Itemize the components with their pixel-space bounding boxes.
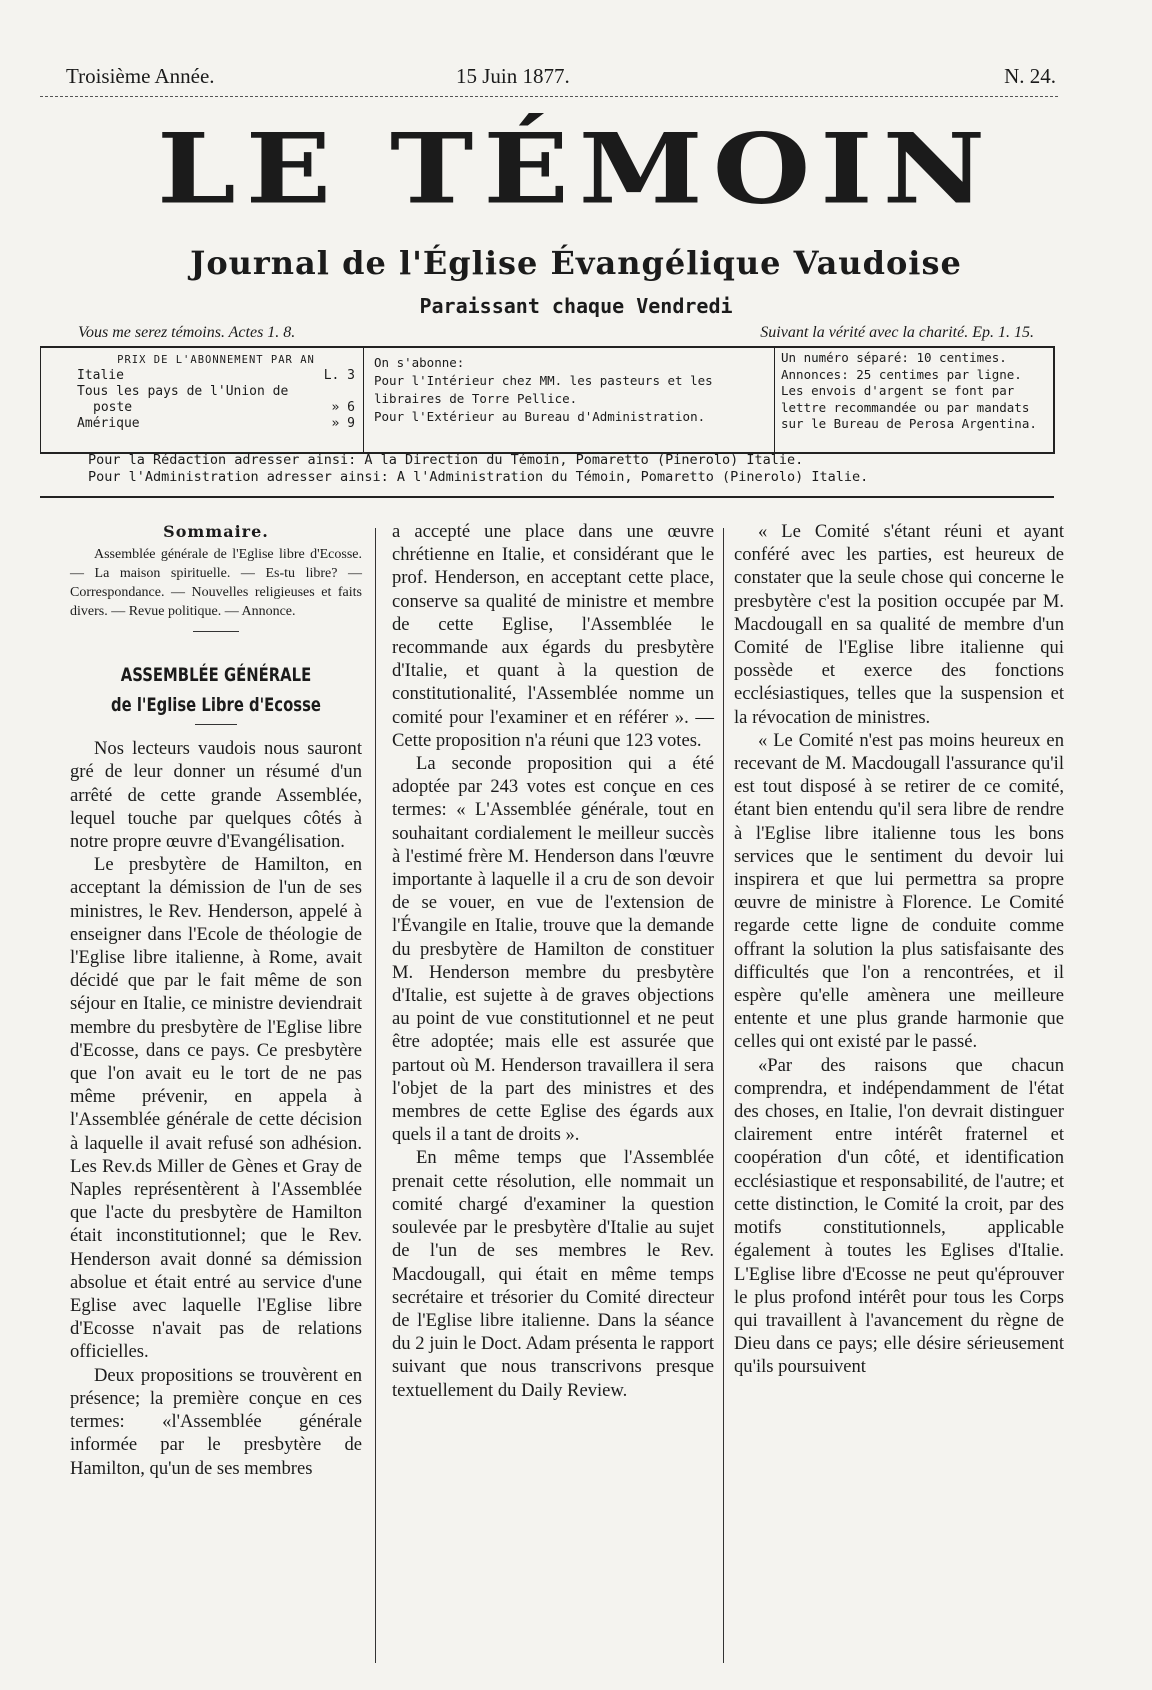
- issue-number: N. 24.: [1004, 64, 1056, 88]
- price-label: Tous les pays de l'Union de: [77, 384, 289, 399]
- article-paragraph: « Le Comité n'est pas moins heureux en recevant de M. Macdougall l'assurance qu'il est tout disposé à se retirer de ce comité, étant bien entendu qu'il sera libre de rendre à l'Eglise libre italienne tous les bons services que le sentiment du devoir lui inspirera et que lui permettra sa propre œuvre de ministre à Florence. Le Comité regarde cette ligne de conduite comme offrant la solution la plus satisfaisante des difficultés que l'on a rencontrées, et il espère qu'elle amènera une meilleure entente et une plus grande harmonie que celles qui ont existé par le passé.: [734, 729, 1064, 1053]
- masthead-divider: [40, 496, 1054, 498]
- title-divider: [195, 724, 237, 725]
- redaction-address: Pour la Rédaction adresser ainsi: A la Direction du Témoin, Pomaretto (Pinerolo) Italie.: [88, 452, 804, 468]
- article-paragraph: «Par des raisons que chacun comprendra, et indépendamment de l'état des choses, en Italie, l'on devrait distinguer clairement entre intérêt fraternel et coopération d'un côté, et identification ecclésiastique et responsabilité, de l'autre; et cette distinction, le Comité la croit, par des motifs constitutionnels, applicable également à toutes les Eglises d'Italie. L'Eglise libre d'Ecosse ne peut qu'éprouver le plus profond intérêt pour tous les Corps qui travaillent à l'avancement du règne de Dieu dans ce pays; elle désire sérieusement qu'ils poursuivent: [734, 1054, 1064, 1378]
- administration-address: Pour l'Administration adresser ainsi: A l'Administration du Témoin, Pomaretto (Pinerolo) Italie.: [88, 469, 869, 485]
- article-title: ASSEMBLÉE GÉNÉRALE: [120, 664, 312, 687]
- single-issue-price: Un numéro séparé: 10 centimes.: [781, 350, 1007, 365]
- subscription-box: [40, 346, 1055, 454]
- motto-line: [78, 324, 1034, 346]
- motto-right: Suivant la vérité avec la charité. Ep. 1. 15.: [760, 324, 1034, 341]
- year-label: Troisième Année.: [66, 64, 215, 88]
- issue-header: [66, 64, 1056, 90]
- price-row: [77, 400, 355, 416]
- price-heading: PRIX DE L'ABONNEMENT PAR AN: [117, 354, 315, 366]
- motto-left: Vous me serez témoins. Actes 1. 8.: [78, 324, 296, 341]
- newspaper-title: LE TÉMOIN: [156, 112, 996, 226]
- subscription-notes: [775, 348, 1051, 452]
- price-label: poste: [93, 400, 133, 415]
- price-list: [41, 348, 363, 452]
- header-divider: [40, 96, 1058, 97]
- remittance-note: Les envois d'argent se font par lettre recommandée ou par mandats sur le Bureau de Perosa Argentina.: [781, 383, 1037, 431]
- article-paragraph: a accepté une place dans une œuvre chrétienne en Italie, et considérant que le prof. Henderson, en acceptant cette place, conserve sa qualité de ministre et membre de cette Eglise, l'Assemblée le recommande aux égards du presbytère d'Italie, et quant à la question de constitutionalité, l'Assemblée nomme un comité pour l'examiner et en référer ». — Cette proposition n'a réuni que 123 votes.: [392, 521, 714, 751]
- sommaire-text: Assemblée générale de l'Eglise libre d'Ecosse. — La maison spirituelle. — Es-tu libre? — Correspondance. — Nouvelles religieuses et faits divers. — Revue politique. — Annonce.: [70, 547, 362, 620]
- issue-date: 15 Juin 1877.: [456, 64, 570, 88]
- column-3: [734, 520, 1064, 1379]
- article-paragraph: Deux propositions se trouvèrent en présence; la première conçue en ces termes: «l'Assemblée générale informée par le presbytère de Hamilton, qu'un de ses membres: [70, 1364, 362, 1479]
- ads-price: Annonces: 25 centimes par ligne.: [781, 366, 1022, 382]
- article-paragraph: Nos lecteurs vaudois nous sauront gré de leur donner un résumé d'un arrêté de cette grande Assemblée, lequel touche par quelques côtés à notre propre œuvre d'Evangélisation.: [70, 738, 362, 853]
- subscription-places: [363, 348, 775, 452]
- article-paragraph: La seconde proposition qui a été adoptée par 243 votes est conçue en ces termes: « L'Assemblée générale, tout en souhaitant cordialement le meilleur succès à l'estimé frère M. Henderson dans l'œuvre importante à laquelle il a cru de son devoir de se vouer, en vue de l'extension de l'Évangile en Italie, trouve que la demande du presbytère de Hamilton de constituer M. Henderson membre du presbytère d'Italie, est sujette à de graves objections au point de vue constitutionnel et ne peut être adoptée; mais elle est assurée que partout où M. Henderson travaillera il sera l'objet de la part des ministres et des membres de cette Eglise des égards aux quels il a tant de droits ».: [392, 753, 714, 1146]
- where-title: On s'abonne:: [374, 355, 465, 370]
- column-divider: [723, 528, 724, 1663]
- publication-frequency: Paraissant chaque Vendredi: [419, 294, 733, 318]
- price-value: » 9: [331, 416, 355, 431]
- price-label: Amérique: [77, 416, 140, 431]
- section-divider: [193, 631, 239, 632]
- price-label: Italie: [77, 368, 124, 383]
- column-1: [70, 520, 362, 1480]
- article-paragraph: En même temps que l'Assemblée prenait cette résolution, elle nommait un comité chargé d'examiner la question soulevée par le presbytère d'Italie au sujet de l'un de ses membres le Rev. Macdougall, qui était en même temps secrétaire et trésorier du Comité directeur de l'Eglise libre italienne. Dans la séance du 2 juin le Doct. Adam présenta le rapport suivant que nous transcrivons presque textuellement du Daily Review.: [392, 1147, 714, 1401]
- price-value: » 6: [331, 400, 355, 415]
- price-value: L. 3: [323, 368, 355, 383]
- price-row: [77, 384, 355, 400]
- article-paragraph: Le presbytère de Hamilton, en acceptant la démission de l'un de ses ministres, le Rev. Henderson, appelé à enseigner dans l'Ecole de théologie de l'Eglise libre italienne, à Rome, avait décidé que par le fait même de son séjour en Italie, ce ministre deviendrait membre du presbytère de l'Eglise libre d'Ecosse, dans ce pays. Ce presbytère que l'on avait eu le tort de ne pas même prévenir, en appela à l'Assemblée générale de cette décision à laquelle il avait refusé son adhésion. Les Rev.ds Miller de Gènes et Gray de Naples représentèrent à l'Assemblée que l'acte du presbytère de Hamilton était inconstitutionnel; que le Rev. Henderson avait donné sa démission absolue et était entré au service d'une Eglise avec laquelle l'Eglise libre d'Ecosse n'avait pas de relations officielles.: [70, 854, 362, 1363]
- article-paragraph: « Le Comité s'étant réuni et ayant conféré avec les parties, est heureux de constater que la seule chose qui concerne le presbytère c'est la position occupée par M. Macdougall en sa qualité de membre d'un Comité de l'Eglise libre italienne qui possède et exerce des fonctions ecclésiastiques, telles que la suspension et la révocation de ministres.: [734, 521, 1064, 728]
- sommaire-title: Sommaire.: [163, 522, 269, 541]
- where-interior: Pour l'Intérieur chez MM. les pasteurs et les libraires de Torre Pellice.: [374, 373, 713, 406]
- article-subtitle: de l'Eglise Libre d'Ecosse: [111, 694, 321, 717]
- column-2: [392, 520, 714, 1402]
- price-row: [77, 416, 355, 432]
- price-row: [77, 368, 355, 384]
- where-exterior: Pour l'Extérieur au Bureau d'Administration.: [374, 409, 706, 424]
- newspaper-subtitle: Journal de l'Église Évangélique Vaudoise: [190, 244, 962, 282]
- address-block: [88, 452, 1048, 486]
- column-divider: [375, 528, 376, 1663]
